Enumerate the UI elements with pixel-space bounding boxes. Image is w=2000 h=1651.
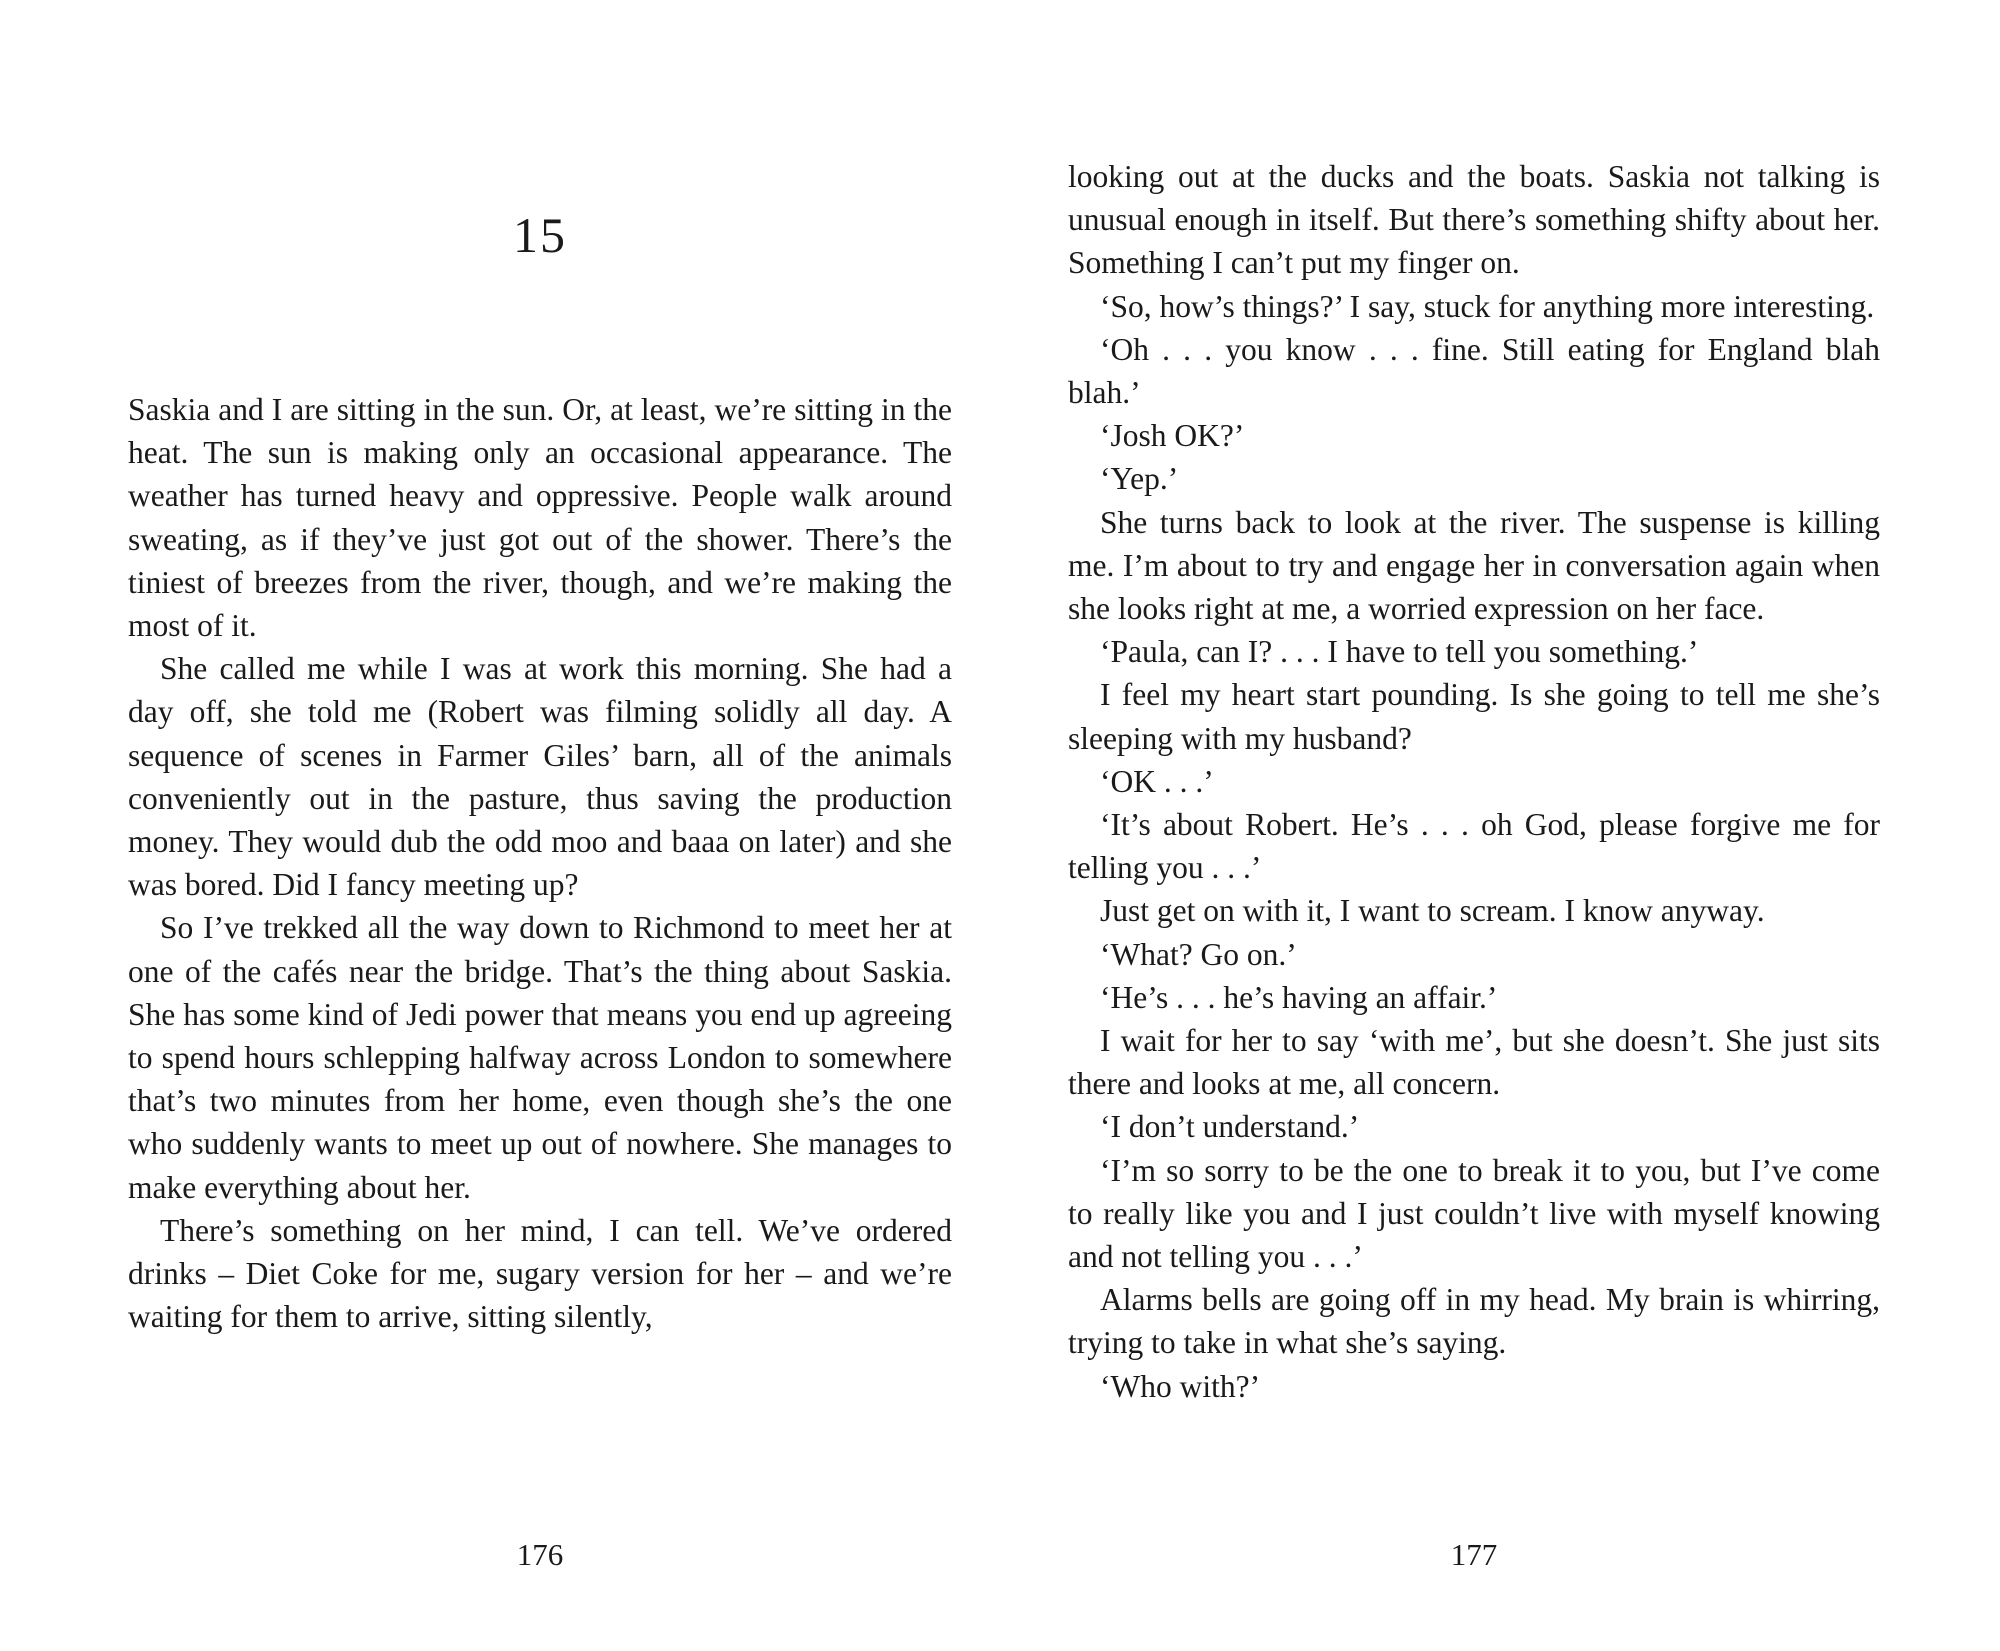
page-number-right: 177 xyxy=(1450,1537,1498,1572)
paragraph: ‘Yep.’ xyxy=(1100,461,1179,497)
continued-paragraph: looking out at the ducks and the boats. Saskia not talking is unusual enough in itself. But there’s something shifty about her. Something I can’t put my finger on. xyxy=(1068,159,1880,281)
paragraph: ‘I’m so sorry to be the one to break it to you, but I’ve come to really like you and I just couldn’t live with myself knowing and not telling you . . .’ xyxy=(1068,1152,1880,1275)
paragraph: ‘Paula, can I? . . . I have to tell you something.’ xyxy=(1100,634,1699,670)
paragraph: ‘So, how’s things?’ I say, stuck for anything more interesting. xyxy=(1100,288,1875,324)
paragraph: So I’ve trekked all the way down to Richmond to meet her at one of the cafés near the bridge. That’s the thing about Saskia. She has some kind of Jedi power that means you end up agreeing to spend hours schlepping halfway across London to somewhere that’s two minutes from her home, even though she’s the one who suddenly wants to meet up out of nowhere. She manages to make everything about her. xyxy=(128,910,952,1205)
paragraph: She called me while I was at work this morning. She had a day off, she told me (Robert was filming solidly all day. A sequence of scenes in Farmer Giles’ barn, all of the animals conveniently out in the pasture, thus saving the production money. They would dub the odd moo and baaa on later) and she was bored. Did I fancy meeting up? xyxy=(128,651,952,903)
right-page xyxy=(1068,0,1880,1651)
right-page-text xyxy=(1068,155,1880,1408)
paragraph: Just get on with it, I want to scream. I know anyway. xyxy=(1100,893,1765,929)
paragraph: ‘He’s . . . he’s having an affair.’ xyxy=(1100,979,1498,1015)
paragraph: ‘What? Go on.’ xyxy=(1100,936,1297,972)
paragraph: ‘OK . . .’ xyxy=(1100,763,1214,799)
paragraph: Saskia and I are sitting in the sun. Or, at least, we’re sitting in the heat. The sun is making only an occasional appearance. The weather has turned heavy and oppressive. People walk around sweating, as if they’ve just got out of the shower. There’s the tiniest of breezes from the river, though, and we’re making the most of it. xyxy=(128,392,952,644)
left-page xyxy=(128,0,952,1651)
paragraph: ‘Josh OK?’ xyxy=(1100,418,1245,454)
paragraph: ‘I don’t understand.’ xyxy=(1100,1109,1360,1145)
chapter-number: 15 xyxy=(513,207,567,263)
paragraph: ‘It’s about Robert. He’s . . . oh God, please forgive me for telling you . . .’ xyxy=(1068,807,1880,886)
paragraph: I wait for her to say ‘with me’, but she doesn’t. She just sits there and looks at me, all concern. xyxy=(1068,1023,1880,1102)
page-number-left: 176 xyxy=(516,1537,564,1572)
paragraph: There’s something on her mind, I can tell. We’ve ordered drinks – Diet Coke for me, sugary version for her – and we’re waiting for them to arrive, sitting silently, xyxy=(128,1212,952,1335)
left-page-text xyxy=(128,388,952,1338)
paragraph: ‘Who with?’ xyxy=(1100,1368,1261,1404)
paragraph: I feel my heart start pounding. Is she going to tell me she’s sleeping with my husband? xyxy=(1068,677,1880,756)
paragraph: She turns back to look at the river. The suspense is killing me. I’m about to try and engage her in conversation again when she looks right at me, a worried expression on her face. xyxy=(1068,504,1880,627)
paragraph: ‘Oh . . . you know . . . fine. Still eating for England blah blah.’ xyxy=(1068,331,1880,411)
paragraph: Alarms bells are going off in my head. My brain is whirring, trying to take in what she’s saying. xyxy=(1068,1282,1880,1361)
